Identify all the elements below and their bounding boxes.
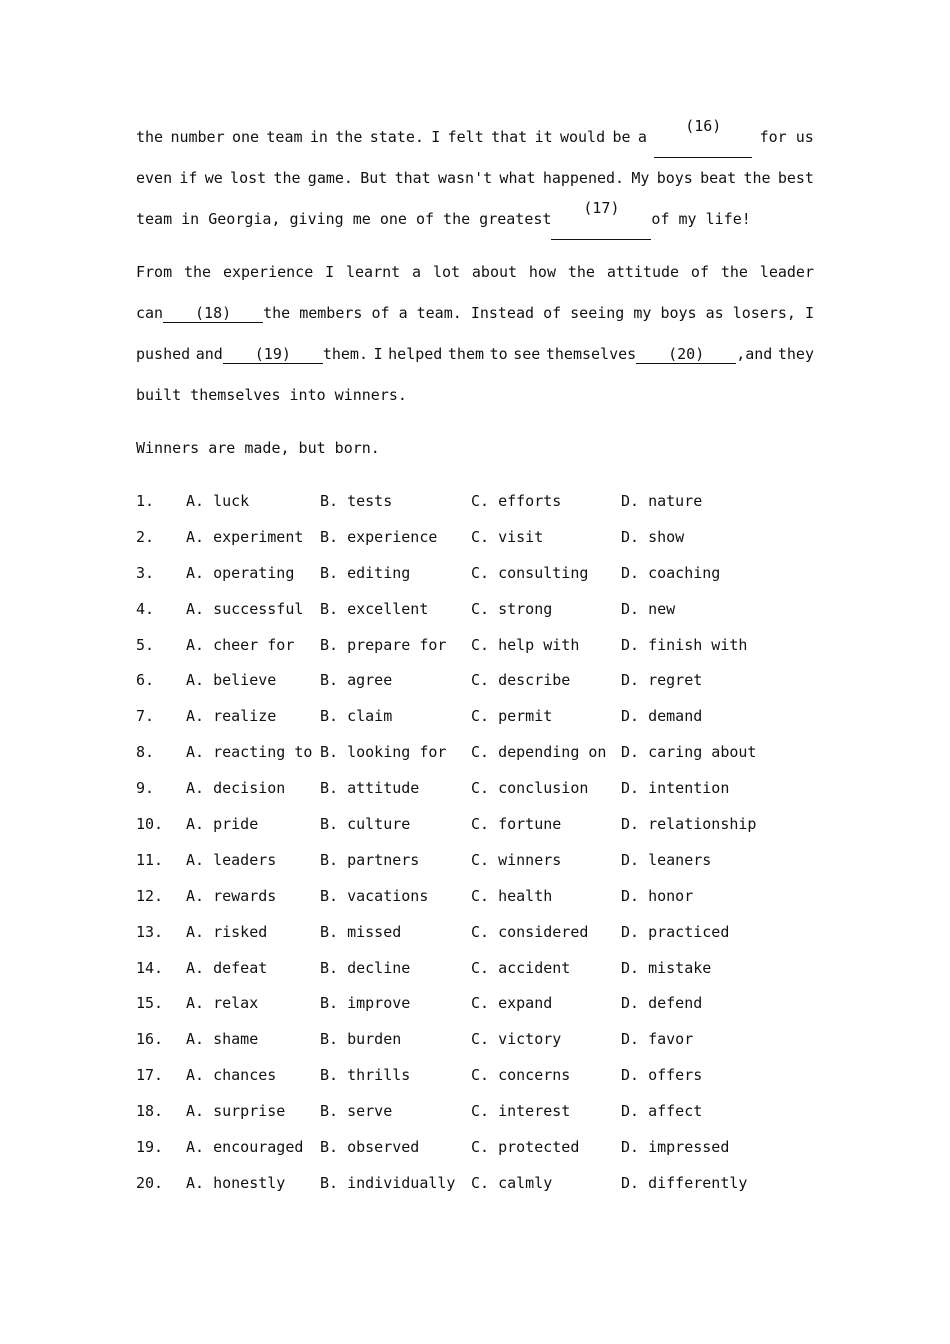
word: if: [179, 169, 198, 187]
word: team.: [416, 304, 462, 322]
question-row: [136, 843, 836, 879]
word: My: [631, 169, 650, 187]
text-segment: Winners are made, but born.: [136, 439, 380, 457]
option-c: C. conclusion: [471, 779, 589, 798]
option-b: B. improve: [320, 994, 411, 1013]
option-b: B. burden: [320, 1030, 402, 1049]
option-a: A. reacting to: [186, 743, 313, 762]
question-number: 17.: [136, 1066, 164, 1085]
word: boys: [660, 304, 697, 322]
option-d: D. affect: [621, 1102, 703, 1121]
word: see: [513, 345, 541, 363]
word: felt: [447, 128, 484, 146]
word: they: [777, 345, 814, 363]
option-d: D. regret: [621, 671, 703, 690]
blank-16: (16): [654, 117, 752, 158]
option-c: C. victory: [471, 1030, 562, 1049]
word: boys: [656, 169, 693, 187]
word: wasn't: [437, 169, 493, 187]
option-c: C. help with: [471, 635, 580, 654]
option-c: C. permit: [471, 707, 553, 726]
option-a: A. chances: [186, 1066, 277, 1085]
question-number: 13.: [136, 922, 164, 941]
word: about: [471, 263, 518, 281]
text-group: [196, 334, 368, 375]
option-b: B. decline: [320, 958, 411, 977]
option-a: A. surprise: [186, 1102, 286, 1121]
question-row: [136, 699, 836, 735]
word: losers,: [732, 304, 796, 322]
word: beat: [700, 169, 737, 187]
word: seeing: [570, 304, 625, 322]
word: lot: [432, 263, 461, 281]
question-number: 8.: [136, 743, 155, 762]
word: would: [559, 128, 606, 146]
option-a: A. relax: [186, 994, 259, 1013]
option-b: B. agree: [320, 671, 393, 690]
word: best: [777, 169, 814, 187]
option-d: D. practiced: [621, 922, 730, 941]
word: I: [373, 345, 383, 363]
word: game.: [307, 169, 353, 187]
blank-20: (20): [636, 345, 736, 364]
option-a: A. pride: [186, 815, 259, 834]
word: that: [394, 169, 431, 187]
text-segment: team in Georgia, giving me one of the greatest: [136, 210, 552, 228]
question-row: [136, 1022, 836, 1058]
option-c: C. considered: [471, 922, 589, 941]
paragraph-line: [136, 375, 814, 416]
word: to: [489, 345, 508, 363]
option-d: D. show: [621, 527, 685, 546]
option-b: B. prepare for: [320, 635, 447, 654]
text-segment: of my life!: [651, 210, 751, 228]
option-b: B. looking for: [320, 743, 447, 762]
question-number: 18.: [136, 1102, 164, 1121]
option-c: C. consulting: [471, 563, 589, 582]
word: the: [567, 263, 595, 281]
option-a: A. honestly: [186, 1173, 286, 1192]
word: state.: [369, 128, 424, 146]
option-b: B. vacations: [320, 886, 429, 905]
question-number: 14.: [136, 958, 164, 977]
option-c: C. visit: [471, 527, 544, 546]
word: experience: [222, 263, 314, 281]
paragraph-line: [136, 117, 814, 158]
option-c: C. protected: [471, 1138, 580, 1157]
question-row: [136, 986, 836, 1022]
option-c: C. interest: [471, 1102, 571, 1121]
question-row: [136, 663, 836, 699]
option-d: D. new: [621, 599, 676, 618]
word: the: [136, 128, 164, 146]
paragraph-2: [136, 252, 814, 416]
question-number: 3.: [136, 563, 155, 582]
option-a: A. leaders: [186, 850, 277, 869]
word: be: [612, 128, 631, 146]
option-b: B. claim: [320, 707, 393, 726]
question-row: [136, 915, 836, 951]
word: them: [447, 345, 485, 363]
word: happened.: [542, 169, 625, 187]
word: that: [491, 128, 528, 146]
option-c: C. winners: [471, 850, 562, 869]
question-row: [136, 484, 836, 520]
option-a: A. risked: [186, 922, 268, 941]
option-b: B. observed: [320, 1138, 420, 1157]
option-b: B. excellent: [320, 599, 429, 618]
word: a: [398, 304, 408, 322]
blank-17: (17): [551, 199, 651, 240]
text-segment: built themselves into winners.: [136, 386, 407, 404]
option-b: B. experience: [320, 527, 438, 546]
word: But: [360, 169, 388, 187]
word: we: [204, 169, 223, 187]
option-a: A. decision: [186, 779, 286, 798]
option-d: D. relationship: [621, 815, 757, 834]
word: in: [309, 128, 328, 146]
option-b: B. serve: [320, 1102, 393, 1121]
word: I: [804, 304, 814, 322]
option-b: B. culture: [320, 815, 411, 834]
option-a: A. shame: [186, 1030, 259, 1049]
question-row: [136, 807, 836, 843]
word: team: [266, 128, 303, 146]
question-number: 16.: [136, 1030, 164, 1049]
option-d: D. impressed: [621, 1138, 730, 1157]
question-number: 2.: [136, 527, 155, 546]
word: pushed: [136, 345, 191, 363]
option-b: B. attitude: [320, 779, 420, 798]
blank-19: (19): [223, 345, 323, 364]
word: my: [633, 304, 652, 322]
option-d: D. offers: [621, 1066, 703, 1085]
question-row: [136, 1058, 836, 1094]
question-number: 15.: [136, 994, 164, 1013]
option-d: D. differently: [621, 1173, 748, 1192]
question-row: [136, 1166, 836, 1202]
word: the: [335, 128, 363, 146]
option-b: B. partners: [320, 850, 420, 869]
question-number: 7.: [136, 707, 155, 726]
option-c: C. strong: [471, 599, 553, 618]
word: of: [371, 304, 390, 322]
question-row: [136, 1130, 836, 1166]
question-number: 9.: [136, 779, 155, 798]
word: it: [534, 128, 553, 146]
option-a: A. experiment: [186, 527, 304, 546]
question-row: [136, 592, 836, 628]
option-b: B. missed: [320, 922, 402, 941]
option-c: C. efforts: [471, 492, 562, 510]
word: a: [412, 263, 422, 281]
question-number: 10.: [136, 815, 164, 834]
question-row: [136, 628, 836, 664]
question-row: [136, 556, 836, 592]
word: I: [431, 128, 441, 146]
option-a: A. believe: [186, 671, 277, 690]
question-number: 20.: [136, 1173, 164, 1192]
word: members: [299, 304, 363, 322]
option-b: B. individually: [320, 1173, 456, 1192]
option-b: B. tests: [320, 492, 393, 510]
question-row: [136, 771, 836, 807]
option-d: D. intention: [621, 779, 730, 798]
word: the: [720, 263, 748, 281]
word: of: [690, 263, 709, 281]
option-c: C. health: [471, 886, 553, 905]
option-c: C. accident: [471, 958, 571, 977]
option-a: A. successful: [186, 599, 304, 618]
word: I: [325, 263, 335, 281]
question-number: 5.: [136, 635, 155, 654]
option-d: D. leaners: [621, 850, 712, 869]
word: as: [705, 304, 724, 322]
option-b: B. editing: [320, 563, 411, 582]
option-d: D. demand: [621, 707, 703, 726]
word: a: [637, 128, 647, 146]
word: how: [528, 263, 556, 281]
question-number: 11.: [136, 850, 164, 869]
option-d: D. mistake: [621, 958, 712, 977]
option-c: C. fortune: [471, 815, 562, 834]
paragraph-3: [136, 428, 814, 469]
word: number: [170, 128, 225, 146]
paragraph-1: [136, 117, 814, 240]
option-d: D. finish with: [621, 635, 748, 654]
word: them.: [322, 345, 368, 363]
word: of: [543, 304, 562, 322]
option-b: B. thrills: [320, 1066, 411, 1085]
paragraph-line: [136, 158, 814, 199]
question-row: [136, 520, 836, 556]
text-segment: for us: [759, 128, 814, 146]
option-a: A. rewards: [186, 886, 277, 905]
question-number: 19.: [136, 1138, 164, 1157]
word: learnt: [346, 263, 401, 281]
word: Instead: [470, 304, 535, 322]
question-row: [136, 735, 836, 771]
word: attitude: [606, 263, 680, 281]
question-number: 4.: [136, 599, 155, 618]
paragraph-line: [136, 252, 814, 293]
option-a: A. luck: [186, 492, 250, 510]
question-row: [136, 879, 836, 915]
paragraph-line: [136, 199, 814, 240]
word: the: [263, 304, 291, 322]
question-list: [136, 484, 836, 1202]
word: what: [499, 169, 536, 187]
question-row: [136, 1094, 836, 1130]
word: one: [231, 128, 260, 146]
option-d: D. favor: [621, 1030, 694, 1049]
text-group: [136, 293, 290, 334]
option-a: A. cheer for: [186, 635, 295, 654]
word: and: [195, 345, 223, 363]
word: the: [273, 169, 301, 187]
blank-18: (18): [163, 304, 263, 323]
option-d: D. honor: [621, 886, 694, 905]
option-a: A. defeat: [186, 958, 268, 977]
option-a: A. realize: [186, 707, 277, 726]
option-c: C. describe: [471, 671, 571, 690]
word: From: [136, 263, 173, 281]
option-d: D. defend: [621, 994, 703, 1013]
option-c: C. expand: [471, 994, 553, 1013]
question-number: 1.: [136, 492, 155, 510]
word: ,and: [736, 345, 773, 363]
option-a: A. encouraged: [186, 1138, 304, 1157]
text-segment: can: [136, 304, 164, 322]
option-c: C. calmly: [471, 1173, 553, 1192]
word: lost: [230, 169, 267, 187]
option-a: A. operating: [186, 563, 295, 582]
option-c: C. depending on: [471, 743, 607, 762]
question-number: 6.: [136, 671, 155, 690]
paragraph-line: [136, 334, 814, 375]
paragraph-line: [136, 293, 814, 334]
word: leader: [759, 263, 814, 281]
paragraph-line: [136, 428, 814, 469]
word: the: [743, 169, 771, 187]
option-c: C. concerns: [471, 1066, 571, 1085]
question-row: [136, 951, 836, 987]
option-d: D. nature: [621, 492, 703, 510]
question-number: 12.: [136, 886, 164, 905]
option-d: D. coaching: [621, 563, 721, 582]
word: the: [183, 263, 212, 281]
text-group: [546, 334, 772, 375]
word: even: [136, 169, 173, 187]
word: helped: [388, 345, 443, 363]
word: themselves: [545, 345, 637, 363]
option-d: D. caring about: [621, 743, 757, 762]
